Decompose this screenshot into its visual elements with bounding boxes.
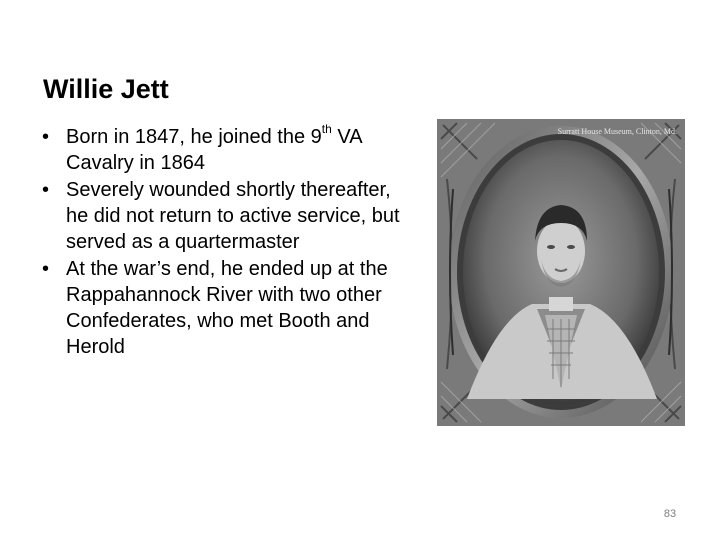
portrait-image [437,119,685,426]
portrait-photo [437,119,685,426]
bullet-superscript: th [321,122,332,137]
bullet-item [42,177,412,255]
bullet-dot-icon: • [42,258,50,280]
bullet-list [42,124,412,361]
bullet-text-cont: VA Cavalry in 1864 [66,126,362,174]
slide-title: Willie Jett [43,74,169,104]
bullet-item [42,124,412,176]
bullet-dot-icon: • [42,126,50,148]
bullet-text: Severely wounded shortly thereafter, he did not return to active service, but served as a quartermaster [66,179,400,253]
bullet-item [42,256,412,360]
photo-caption: Surratt House Museum, Clinton, Md. [557,127,677,136]
bullet-text: Born in 1847, he joined the 9 [66,126,322,148]
bullet-dot-icon: • [42,179,50,201]
bullet-text: At the war’s end, he ended up at the Rappahannock River with two other Confederates, who met Booth and Herold [66,258,388,358]
page-number: 83 [663,508,677,520]
